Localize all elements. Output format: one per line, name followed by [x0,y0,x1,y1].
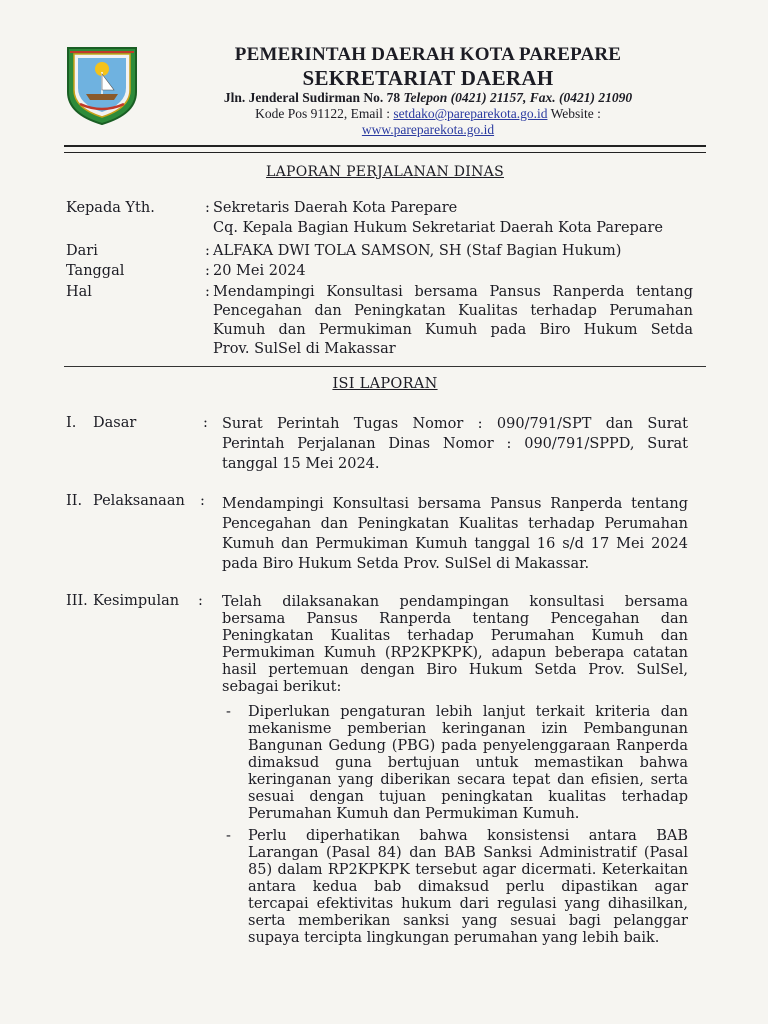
section-line: pada Biro Hukum Setda Prov. SulSel di Makassar. [222,556,590,572]
hal-line: Prov. SulSel di Makassar [213,341,396,357]
section-line: tanggal 15 Mei 2024. [222,456,380,472]
letterhead-address [160,90,696,106]
letterhead-divider [64,145,706,153]
bullet-line: Bangunan Gedung (PBG) pada penyelenggaraan Ranperda [248,738,688,754]
section-line: Permukiman Kumuh (RP2KPKPK), adapun beberapa catatan [222,645,688,661]
section-line: hasil pertemuan dengan Biro Hukum Setda Prov. SulSel, [222,662,688,678]
website-link[interactable]: www.pareparekota.go.id [361,122,495,137]
hal-line: Kumuh dan Permukiman Kumuh pada Biro Hukum Setda [213,322,693,338]
colon: : [205,284,210,300]
bullet-line: sesuai dengan tujuan peningkatan kualitas terhadap [248,789,688,805]
bullet-line: supaya tercipta lingkungan perumahan yang lebih baik. [248,930,660,946]
letterhead-website [160,122,696,138]
section-line: Telah dilaksanakan pendampingan konsultasi bersama [222,594,688,610]
section-name: Pelaksanaan [93,493,185,509]
section-line: Pencegahan dan Peningkatan Kualitas terhadap Perumahan [222,516,688,532]
tanggal-value: 20 Mei 2024 [213,263,306,279]
section-number: II. [66,493,83,509]
hal-label: Hal [66,284,92,300]
bullet-line: serta memberikan sanksi yang sesuai bagi pelanggar [248,913,688,929]
colon: : [200,493,205,509]
kepada-label: Kepada Yth. [66,200,155,216]
section-line: Peningkatan Kualitas terhadap Perumahan Kumuh dan [222,628,688,644]
dari-value: ALFAKA DWI TOLA SAMSON, SH (Staf Bagian Hukum) [213,243,622,259]
bullet-line: Perlu diperhatikan bahwa konsistensi antara BAB [248,828,688,844]
section-name: Dasar [93,415,137,431]
section-line: bersama Pansus Ranperda tentang Pencegahan dan [222,611,688,627]
website-label: Website : [550,106,601,121]
report-title: LAPORAN PERJALANAN DINAS [266,164,504,180]
dari-label: Dari [66,243,98,259]
bullet-line: tercapai efektivitas hukum dari regulasi yang dihasilkan, [248,896,688,912]
kepada-value: Sekretaris Daerah Kota Parepare [213,200,458,216]
hal-line: Pencegahan dan Peningkatan Kualitas terhadap Perumahan [213,303,693,319]
colon: : [198,593,203,609]
bullet-line: Larangan (Pasal 84) dan BAB Sanksi Administratif (Pasal [248,845,688,861]
section-number: I. [66,415,77,431]
bullet-line: Diperlukan pengaturan lebih lanjut terkait kriteria dan [248,704,688,720]
letterhead-contact [160,106,696,122]
email-link[interactable]: setdako@pareparekota.go.id [393,106,548,121]
header-divider [64,366,706,367]
letterhead-government: PEMERINTAH DAERAH KOTA PAREPARE [234,44,622,65]
section-line: Mendampingi Konsultasi bersama Pansus Ranperda tentang [222,496,688,512]
section-line: Surat Perintah Tugas Nomor : 090/791/SPT dan Surat [222,416,688,432]
phone-fax-text: Telepon (0421) 21157, Fax. (0421) 21090 [403,90,633,105]
bullet-line: Perumahan Kumuh dan Permukiman Kumuh. [248,806,580,822]
colon: : [205,200,210,216]
kepada-value-cq: Cq. Kepala Bagian Hukum Sekretariat Daerah Kota Parepare [213,220,663,236]
bullet-line: dimaksud guna bertujuan untuk memastikan bahwa [248,755,688,771]
section-line: Kumuh dan Permukiman Kumuh tanggal 16 s/d 17 Mei 2024 [222,536,688,552]
tanggal-label: Tanggal [66,263,125,279]
section-name: Kesimpulan [93,593,180,609]
hal-line: Mendampingi Konsultasi bersama Pansus Ranperda tentang [213,284,693,300]
section-number: III. [66,593,88,609]
bullet-line: mekanisme pemberian keringanan izin Pembangunan [248,721,688,737]
colon: : [205,263,210,279]
section-line: sebagai berikut: [222,679,342,695]
colon: : [203,415,208,431]
bullet-dash: - [226,828,231,844]
bullet-dash: - [226,704,231,720]
bullet-line: 85) dalam RP2KPKPK tersebut agar dicermati. Keterkaitan [248,862,688,878]
isi-laporan-title: ISI LAPORAN [332,376,438,392]
letterhead-secretariat: SEKRETARIAT DAERAH [302,66,554,90]
colon: : [205,243,210,259]
city-crest-logo [64,42,140,126]
postal-email-label: Kode Pos 91122, Email : [255,106,390,121]
address-text: Jln. Jenderal Sudirman No. 78 [223,90,401,105]
bullet-line: keringanan yang diberikan secara tepat dan efisien, serta [248,772,688,788]
section-line: Perintah Perjalanan Dinas Nomor : 090/791/SPPD, Surat [222,436,688,452]
bullet-line: antara kedua bab dimaksud perlu dipastikan agar [248,879,688,895]
